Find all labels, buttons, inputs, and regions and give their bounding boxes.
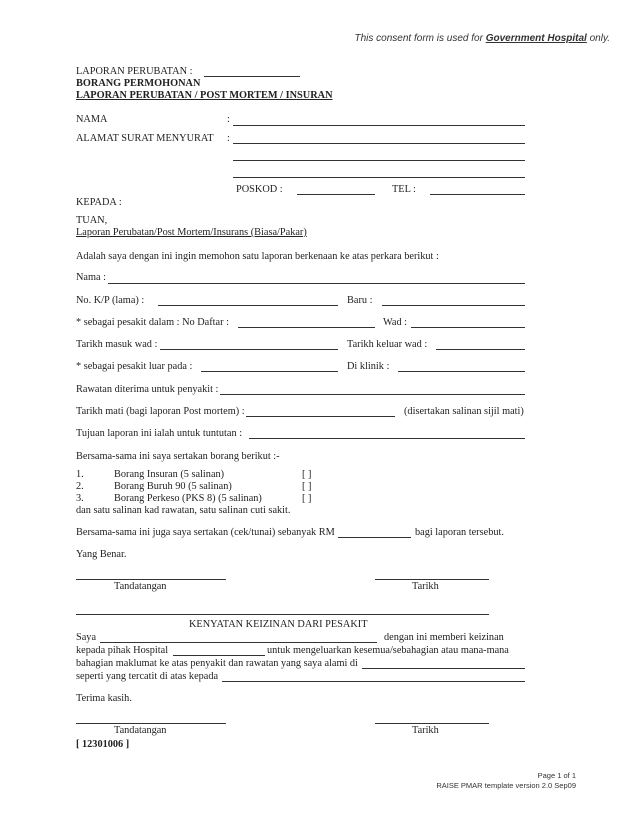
consent-line3-text: bahagian maklumat ke atas penyakit dan rawatan yang saya alami di [76,658,358,669]
form-code: [ 12301006 ] [76,739,130,750]
consent-name-line[interactable] [100,642,377,643]
patient-name-line[interactable] [108,283,525,284]
hospital-name-line[interactable] [173,655,265,656]
tarikh-mati-line[interactable] [246,416,395,417]
date-label: Tarikh [412,581,439,592]
alamat-colon: : [227,133,230,144]
closing-yang-benar: Yang Benar. [76,549,127,560]
alamat-label: ALAMAT SURAT MENYURAT [76,133,214,144]
section-divider [76,614,489,615]
kp-baru-label: Baru : [347,295,373,306]
payment-text: Bersama-sama ini juga saya sertakan (cek/tunai) sebanyak RM [76,527,335,538]
rawatan-line[interactable] [220,394,525,395]
form-title: BORANG PERMOHONAN [76,78,201,89]
date-label: Tarikh [412,725,439,736]
page-number: Page 1 of 1 [537,771,576,780]
nama-colon: : [227,114,230,125]
tel-label: TEL : [392,184,416,195]
tarikh-masuk-line[interactable] [160,349,338,350]
date-line[interactable] [375,579,489,580]
kp-lama-label: No. K/P (lama) : [76,295,145,306]
address-line-2[interactable] [233,160,525,161]
notice-hospital: Government Hospital [485,33,587,44]
sijil-mati-note: (disertakan salinan sijil mati) [404,406,524,417]
consent-line1-text: dengan ini memberi keizinan [384,632,504,643]
wad-label: Wad : [383,317,408,328]
pesakit-dalam-label: * sebagai pesakit dalam : No Daftar : [76,317,229,328]
tarikh-mati-label: Tarikh mati (bagi laporan Post mortem) : [76,406,245,417]
attachment-label: Borang Buruh 90 (5 salinan) [114,481,232,492]
attachment-label: Borang Perkeso (PKS 8) (5 salinan) [114,493,262,504]
applicant-name-line[interactable] [233,125,525,126]
signature-line[interactable] [76,579,226,580]
consent-saya: Saya [76,632,97,643]
di-klinik-line[interactable] [398,371,525,372]
signature-label: Tandatangan [114,581,167,592]
consent-line2-text: untuk mengeluarkan kesemua/sebahagian atau mana-mana [267,645,509,656]
intro-text: Adalah saya dengan ini ingin memohon satu laporan berkenaan ke atas perkara berikut : [76,251,439,262]
attachment-checkbox[interactable]: [ ] [302,493,312,504]
salutation: TUAN, [76,215,108,226]
di-klinik-label: Di klinik : [347,361,390,372]
tarikh-keluar-line[interactable] [436,349,525,350]
address-line-1[interactable] [233,143,525,144]
tel-line[interactable] [430,194,525,195]
consent-line2-label: kepada pihak Hospital [76,645,169,656]
consent-notice [355,33,610,44]
report-number-line[interactable] [204,76,300,77]
signature-line[interactable] [76,723,226,724]
nama-label: NAMA [76,114,108,125]
pesakit-luar-label: * sebagai pesakit luar pada : [76,361,193,372]
notice-suffix: only. [586,33,610,44]
attachments-note: dan satu salinan kad rawatan, satu salinan cuti sakit. [76,505,291,516]
kp-lama-line[interactable] [158,305,338,306]
consent-line4-text: seperti yang tercatit di atas kepada [76,671,219,682]
tarikh-keluar-label: Tarikh keluar wad : [347,339,428,350]
attachment-num: 2. [76,481,84,492]
wad-line[interactable] [411,327,525,328]
poskod-label: POSKOD : [236,184,283,195]
tujuan-label: Tujuan laporan ini ialah untuk tuntutan : [76,428,243,439]
rawatan-label: Rawatan diterima untuk penyakit : [76,384,219,395]
payment-amount-line[interactable] [338,537,411,538]
tujuan-line[interactable] [249,438,525,439]
template-version: RAISE PMAR template version 2.0 Sep09 [436,781,576,790]
subject-line: Laporan Perubatan/Post Mortem/Insurans (Biasa/Pakar) [76,227,307,238]
signature-label: Tandatangan [114,725,167,736]
date-line[interactable] [375,723,489,724]
attachment-num: 3. [76,493,84,504]
poskod-line[interactable] [297,194,375,195]
pesakit-luar-line[interactable] [201,371,338,372]
attachment-checkbox[interactable]: [ ] [302,481,312,492]
attachment-num: 1. [76,469,84,480]
address-line-3[interactable] [233,177,525,178]
attachments-intro: Bersama-sama ini saya sertakan borang berikut :- [76,451,280,462]
report-label: LAPORAN PERUBATAN : [76,66,193,77]
attachment-checkbox[interactable]: [ ] [302,469,312,480]
closing-terima-kasih: Terima kasih. [76,693,132,704]
payment-suffix: bagi laporan tersebut. [415,527,504,538]
kp-baru-line[interactable] [382,305,525,306]
kepada-label: KEPADA : [76,197,122,208]
consent-title: KENYATAN KEIZINAN DARI PESAKIT [189,619,368,630]
consent-recipient-line[interactable] [222,681,525,682]
notice-text: This consent form is used for [354,33,486,44]
form-subtitle: LAPORAN PERUBATAN / POST MORTEM / INSURAN [76,90,333,101]
no-daftar-line[interactable] [238,327,375,328]
patient-name-label: Nama : [76,272,107,283]
tarikh-masuk-label: Tarikh masuk wad : [76,339,158,350]
consent-place-line[interactable] [362,668,525,669]
attachment-label: Borang Insuran (5 salinan) [114,469,225,480]
